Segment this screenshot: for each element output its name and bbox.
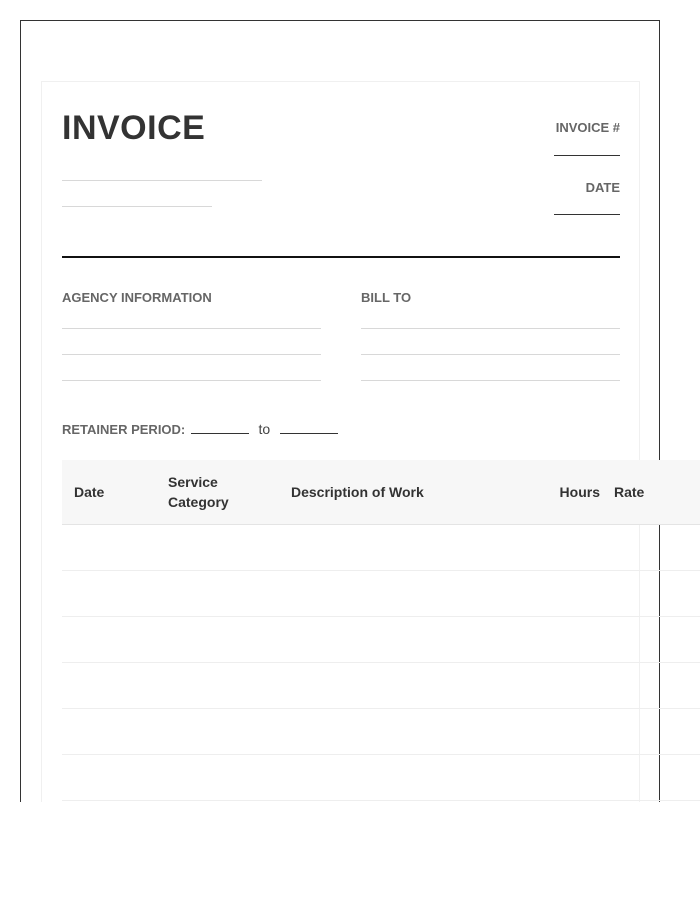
bill-to-line[interactable] (361, 328, 620, 329)
retainer-period-label: RETAINER PERIOD: (62, 422, 186, 437)
table-cell-description[interactable] (291, 662, 511, 708)
table-row (62, 570, 700, 616)
agency-info-line[interactable] (62, 354, 321, 355)
table-cell-date[interactable] (62, 524, 168, 570)
table-cell-date[interactable] (62, 754, 168, 800)
table-cell-date[interactable] (62, 570, 168, 616)
table-cell-description[interactable] (291, 708, 511, 754)
company-address-line[interactable] (62, 206, 212, 207)
agency-info-line[interactable] (62, 380, 321, 381)
table-cell-hours[interactable] (511, 570, 614, 616)
column-header-description: Description of Work (291, 460, 511, 524)
table-row (62, 754, 700, 800)
table-cell-service-category[interactable] (168, 708, 291, 754)
table-cell-hours[interactable] (511, 754, 614, 800)
table-cell-service-category[interactable] (168, 662, 291, 708)
table-cell-description[interactable] (291, 754, 511, 800)
invoice-number-blank[interactable] (554, 155, 620, 156)
table-cell-date[interactable] (62, 708, 168, 754)
table-cell-date[interactable] (62, 616, 168, 662)
table-cell-hours[interactable] (511, 616, 614, 662)
invoice-number-label: INVOICE # (555, 120, 620, 135)
table-cell-service-category[interactable] (168, 524, 291, 570)
table-cell-service-category[interactable] (168, 570, 291, 616)
table-row (62, 662, 700, 708)
table-cell-date[interactable] (62, 662, 168, 708)
table-cell-rate[interactable] (614, 708, 700, 754)
table-cell-description[interactable] (291, 616, 511, 662)
work-table (62, 460, 645, 801)
agency-information-heading: AGENCY INFORMATION (62, 290, 212, 305)
table-row (62, 524, 700, 570)
retainer-start-blank[interactable] (191, 422, 249, 434)
retainer-connector: to (258, 421, 271, 437)
table-cell-rate[interactable] (614, 616, 700, 662)
table-cell-service-category[interactable] (168, 754, 291, 800)
column-header-rate: Rate (614, 460, 700, 524)
column-header-date: Date (62, 460, 168, 524)
table-cell-rate[interactable] (614, 754, 700, 800)
header-divider (62, 256, 620, 258)
table-cell-rate[interactable] (614, 524, 700, 570)
bill-to-line[interactable] (361, 380, 620, 381)
column-header-hours: Hours (511, 460, 614, 524)
table-cell-hours[interactable] (511, 524, 614, 570)
table-cell-hours[interactable] (511, 708, 614, 754)
table-header-row (62, 460, 700, 524)
invoice-date-blank[interactable] (554, 214, 620, 215)
bill-to-heading: BILL TO (361, 290, 412, 305)
table-row (62, 708, 700, 754)
table-row (62, 616, 700, 662)
table-cell-rate[interactable] (614, 570, 700, 616)
table-cell-description[interactable] (291, 524, 511, 570)
retainer-end-blank[interactable] (280, 422, 338, 434)
bill-to-line[interactable] (361, 354, 620, 355)
invoice-date-label: DATE (585, 180, 620, 195)
table-body (62, 524, 700, 800)
table-cell-service-category[interactable] (168, 616, 291, 662)
table-cell-description[interactable] (291, 570, 511, 616)
table-cell-rate[interactable] (614, 662, 700, 708)
table-cell-hours[interactable] (511, 662, 614, 708)
retainer-period (62, 421, 340, 437)
agency-info-line[interactable] (62, 328, 321, 329)
company-name-line[interactable] (62, 180, 262, 181)
column-header-service-category: Service Category (168, 460, 291, 524)
invoice-title: INVOICE (62, 109, 206, 147)
